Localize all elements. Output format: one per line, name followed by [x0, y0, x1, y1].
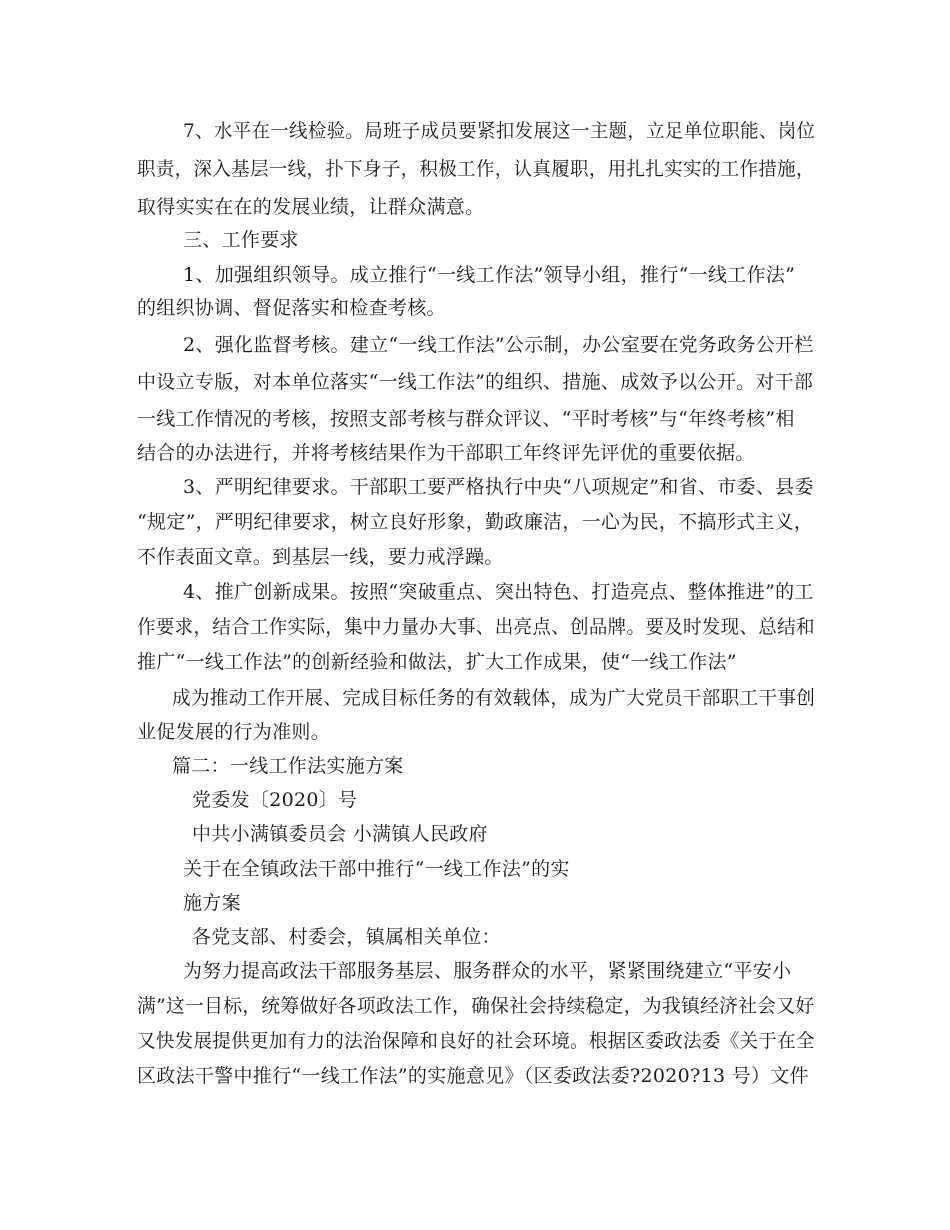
text-line: “规定”，严明纪律要求，树立良好形象，勤政廉洁，一心为民，不搞形式主义， [137, 511, 814, 533]
text-line: 为努力提高政法干部服务基层、服务群众的水平，紧紧围绕建立“平安小 [183, 960, 792, 982]
text-line: 业促发展的行为准则。 [137, 721, 331, 743]
text-line: 一线工作情况的考核，按照支部考核与群众评议、“平时考核”与“年终考核”相 [137, 408, 795, 430]
text-line: 成为推动工作开展、完成目标任务的有效载体，成为广大党员干部职工干事创 [172, 687, 816, 709]
issuer-line: 中共小满镇委员会 小满镇人民政府 [192, 823, 488, 845]
section-heading: 三、工作要求 [183, 229, 299, 251]
document-title: 关于在全镇政法干部中推行“一线工作法”的实 [183, 858, 570, 880]
text-line: 4、推广创新成果。按照“突破重点、突出特色、打造亮点、整体推进”的工 [183, 581, 814, 603]
text-line: 取得实实在在的发展业绩，让群众满意。 [137, 196, 485, 218]
text-line: 2、强化监督考核。建立“一线工作法”公示制，办公室要在党务政务公开栏 [183, 334, 814, 356]
text-line: 1、加强组织领导。成立推行“一线工作法”领导小组，推行“一线工作法” [183, 264, 796, 286]
text-line: 不作表面文章。到基层一线，要力戒浮躁。 [137, 546, 504, 568]
article-title: 篇二：一线工作法实施方案 [172, 755, 404, 777]
text-line: 中设立专版，对本单位落实“一线工作法”的组织、措施、成效予以公开。对干部 [137, 371, 814, 393]
text-line: 结合的办法进行，并将考核结果作为干部职工年终评先评优的重要依据。 [137, 442, 755, 464]
text-line: 作要求，结合工作实际，集中力量办大事、出亮点、创品牌。要及时发现、总结和 [137, 616, 815, 638]
text-line: 满”这一目标，统筹做好各项政法工作，确保社会持续稳定，为我镇经济社会又好 [137, 995, 815, 1017]
text-line: 职责，深入基层一线，扑下身子，积极工作，认真履职，用扎扎实实的工作措施， [137, 158, 815, 180]
salutation: 各党支部、村委会，镇属相关单位： [192, 926, 501, 948]
text-line: 的组织协调、督促落实和检查考核。 [137, 297, 446, 319]
text-line: 推广“一线工作法”的创新经验和做法，扩大工作成果，使“一线工作法” [137, 651, 737, 673]
text-line: 7、水平在一线检验。局班子成员要紧扣发展这一主题，立足单位职能、岗位 [183, 120, 816, 142]
document-number: 党委发〔2020〕号 [192, 789, 358, 811]
text-line: 又快发展提供更加有力的法治保障和良好的社会环境。根据区委政法委《关于在全 [137, 1030, 815, 1052]
text-line: 区政法干警中推行“一线工作法”的实施意见》（区委政法委?2020?13 号）文件 [137, 1065, 809, 1087]
text-line: 3、严明纪律要求。干部职工要严格执行中央“八项规定”和省、市委、县委 [183, 476, 814, 498]
document-title: 施方案 [183, 892, 241, 914]
